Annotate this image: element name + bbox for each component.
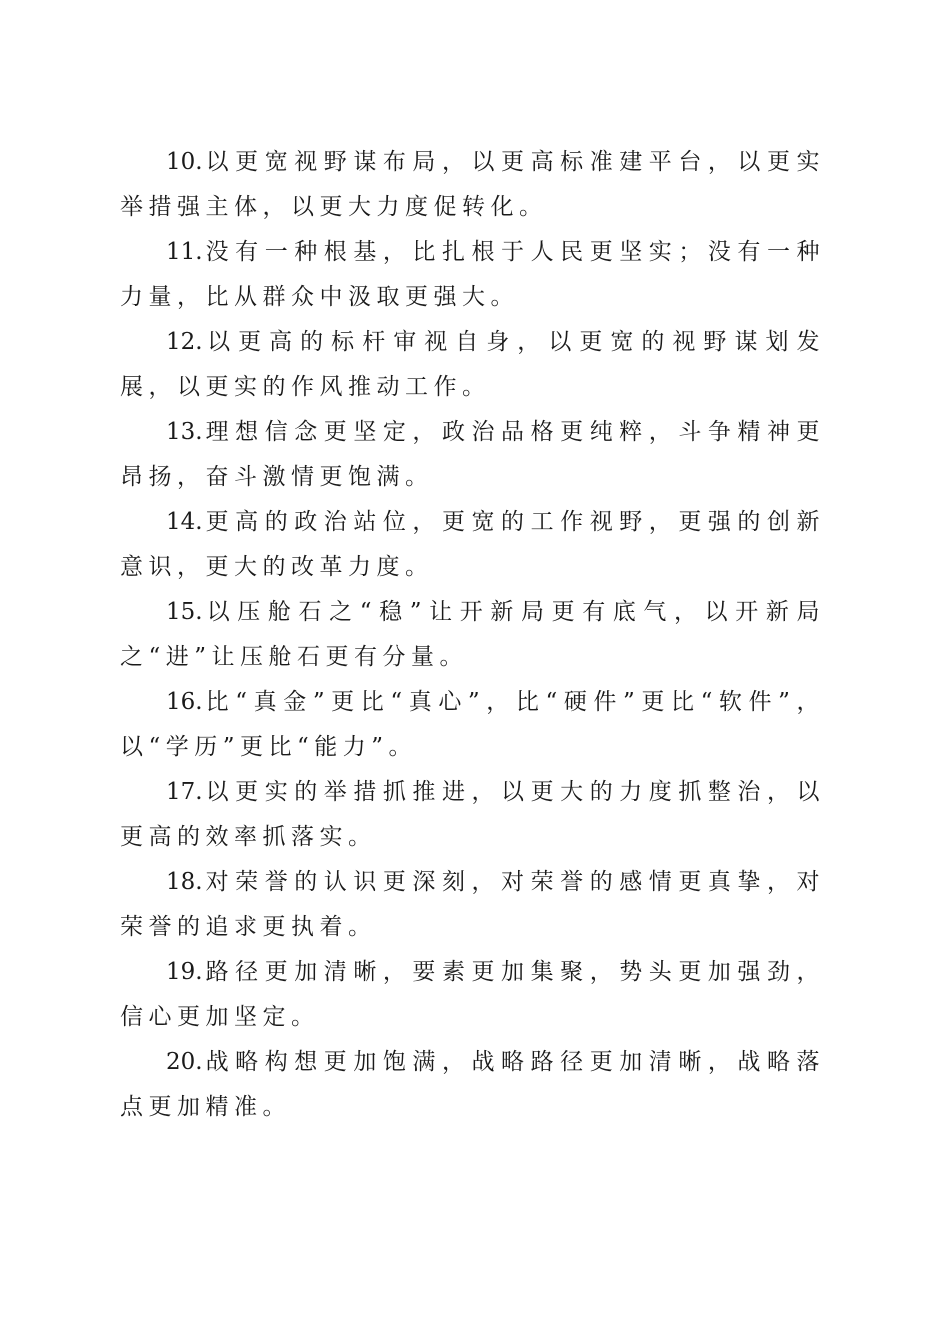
item-text: 理想信念更坚定，政治品格更纯粹，斗争精神更昂扬，奋斗激情更饱满。 xyxy=(120,419,825,490)
paragraph-11 xyxy=(120,230,825,320)
item-number: 10. xyxy=(166,149,203,175)
paragraph-15 xyxy=(120,590,825,680)
item-text: 战略构想更加饱满，战略路径更加清晰，战略落点更加精准。 xyxy=(120,1049,825,1120)
paragraph-17 xyxy=(120,770,825,860)
item-number: 12. xyxy=(166,329,203,355)
item-number: 13. xyxy=(166,419,203,445)
paragraph-13 xyxy=(120,410,825,500)
item-text: 更高的政治站位，更宽的工作视野，更强的创新意识，更大的改革力度。 xyxy=(120,509,825,580)
item-text: 以更宽视野谋布局，以更高标准建平台，以更实举措强主体，以更大力度促转化。 xyxy=(120,149,825,220)
document-body xyxy=(120,140,825,1130)
item-text: 路径更加清晰，要素更加集聚，势头更加强劲，信心更加坚定。 xyxy=(120,959,825,1030)
paragraph-20 xyxy=(120,1040,825,1130)
item-number: 11. xyxy=(166,239,203,265)
item-number: 17. xyxy=(166,779,203,805)
paragraph-18 xyxy=(120,860,825,950)
item-text: 以压舱石之“稳”让开新局更有底气，以开新局之“进”让压舱石更有分量。 xyxy=(120,599,825,670)
item-number: 19. xyxy=(166,959,203,985)
item-number: 18. xyxy=(166,869,203,895)
item-text: 对荣誉的认识更深刻，对荣誉的感情更真挚，对荣誉的追求更执着。 xyxy=(120,869,825,940)
paragraph-12 xyxy=(120,320,825,410)
item-number: 14. xyxy=(166,509,203,535)
item-number: 20. xyxy=(166,1049,203,1075)
item-number: 16. xyxy=(166,689,203,715)
item-text: 比“真金”更比“真心”，比“硬件”更比“软件”，以“学历”更比“能力”。 xyxy=(120,689,825,760)
item-text: 以更高的标杆审视自身，以更宽的视野谋划发展，以更实的作风推动工作。 xyxy=(120,329,825,400)
paragraph-14 xyxy=(120,500,825,590)
paragraph-16 xyxy=(120,680,825,770)
item-text: 以更实的举措抓推进，以更大的力度抓整治，以更高的效率抓落实。 xyxy=(120,779,825,850)
item-text: 没有一种根基，比扎根于人民更坚实；没有一种力量，比从群众中汲取更强大。 xyxy=(120,239,825,310)
paragraph-10 xyxy=(120,140,825,230)
paragraph-19 xyxy=(120,950,825,1040)
item-number: 15. xyxy=(166,599,203,625)
